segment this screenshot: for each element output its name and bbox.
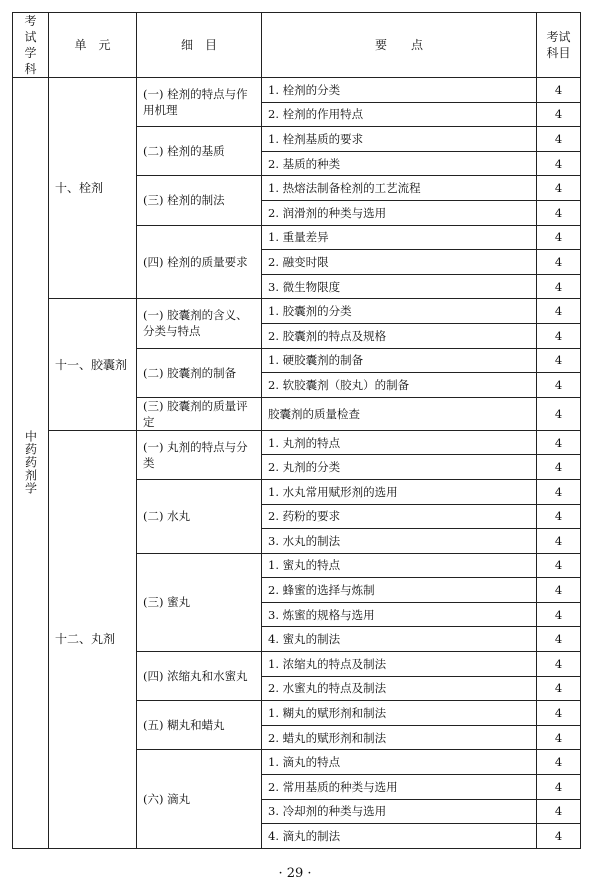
point-cell: 3. 微生物限度 [262,274,537,299]
level-cell: 4 [537,652,581,677]
point-cell: 4. 蜜丸的制法 [262,627,537,652]
level-cell: 4 [537,479,581,504]
table-row [13,78,581,103]
point-cell: 2. 药粉的要求 [262,504,537,529]
point-cell: 3. 炼蜜的规格与选用 [262,602,537,627]
header-level: 考试科目 [537,13,581,78]
header-subject: 考试学科 [13,13,49,78]
item-cell: (一) 栓剂的特点与作用机理 [137,78,262,127]
point-cell: 1. 丸剂的特点 [262,430,537,455]
point-cell: 2. 常用基质的种类与选用 [262,775,537,800]
level-cell: 4 [537,824,581,849]
point-cell: 1. 重量差异 [262,225,537,250]
table-row [13,299,581,324]
point-cell: 4. 滴丸的制法 [262,824,537,849]
item-cell: (一) 丸剂的特点与分类 [137,430,262,479]
level-cell: 4 [537,602,581,627]
table-header-row [13,13,581,78]
item-cell: (五) 糊丸和蜡丸 [137,701,262,750]
point-cell: 2. 润滑剂的种类与选用 [262,200,537,225]
level-cell: 4 [537,627,581,652]
level-cell: 4 [537,250,581,275]
level-cell: 4 [537,200,581,225]
level-cell: 4 [537,225,581,250]
point-cell: 2. 软胶囊剂（胶丸）的制备 [262,373,537,398]
point-cell: 1. 水丸常用赋形剂的选用 [262,479,537,504]
level-cell: 4 [537,176,581,201]
header-item: 细 目 [137,13,262,78]
point-cell: 2. 水蜜丸的特点及制法 [262,676,537,701]
level-cell: 4 [537,397,581,430]
item-cell: (二) 胶囊剂的制备 [137,348,262,397]
unit-cell: 十一、胶囊剂 [49,299,137,430]
point-cell: 2. 栓剂的作用特点 [262,102,537,127]
point-cell: 2. 融变时限 [262,250,537,275]
level-cell: 4 [537,799,581,824]
point-cell: 2. 胶囊剂的特点及规格 [262,323,537,348]
point-cell: 1. 栓剂的分类 [262,78,537,103]
point-cell: 1. 糊丸的赋形剂和制法 [262,701,537,726]
point-cell: 1. 热熔法制备栓剂的工艺流程 [262,176,537,201]
table-row [13,430,581,455]
page-number: · 29 · [278,866,312,881]
level-cell: 4 [537,553,581,578]
level-cell: 4 [537,151,581,176]
level-cell: 4 [537,274,581,299]
point-cell: 2. 蜂蜜的选择与炼制 [262,578,537,603]
level-cell: 4 [537,455,581,480]
point-cell: 1. 硬胶囊剂的制备 [262,348,537,373]
unit-cell: 十二、丸剂 [49,430,137,848]
item-cell: (三) 胶囊剂的质量评定 [137,397,262,430]
point-cell: 2. 基质的种类 [262,151,537,176]
point-cell: 2. 蜡丸的赋形剂和制法 [262,725,537,750]
subject-cell: 中药药剂学 [13,78,49,849]
table-body [13,78,581,849]
level-cell: 4 [537,323,581,348]
point-cell: 3. 水丸的制法 [262,529,537,554]
item-cell: (四) 浓缩丸和水蜜丸 [137,652,262,701]
level-cell: 4 [537,750,581,775]
point-cell: 1. 栓剂基质的要求 [262,127,537,152]
level-cell: 4 [537,373,581,398]
level-cell: 4 [537,725,581,750]
point-cell: 1. 胶囊剂的分类 [262,299,537,324]
item-cell: (三) 栓剂的制法 [137,176,262,225]
item-cell: (三) 蜜丸 [137,553,262,651]
point-cell: 胶囊剂的质量检查 [262,397,537,430]
level-cell: 4 [537,299,581,324]
level-cell: 4 [537,430,581,455]
level-cell: 4 [537,348,581,373]
item-cell: (二) 栓剂的基质 [137,127,262,176]
item-cell: (四) 栓剂的质量要求 [137,225,262,299]
point-cell: 3. 冷却剂的种类与选用 [262,799,537,824]
level-cell: 4 [537,676,581,701]
level-cell: 4 [537,102,581,127]
level-cell: 4 [537,775,581,800]
level-cell: 4 [537,78,581,103]
unit-cell: 十、栓剂 [49,78,137,299]
point-cell: 1. 浓缩丸的特点及制法 [262,652,537,677]
level-cell: 4 [537,127,581,152]
item-cell: (六) 滴丸 [137,750,262,848]
level-cell: 4 [537,529,581,554]
point-cell: 2. 丸剂的分类 [262,455,537,480]
item-cell: (一) 胶囊剂的含义、分类与特点 [137,299,262,348]
header-unit: 单 元 [49,13,137,78]
level-cell: 4 [537,504,581,529]
syllabus-table [12,12,581,849]
item-cell: (二) 水丸 [137,479,262,553]
point-cell: 1. 滴丸的特点 [262,750,537,775]
level-cell: 4 [537,701,581,726]
point-cell: 1. 蜜丸的特点 [262,553,537,578]
level-cell: 4 [537,578,581,603]
header-point: 要 点 [262,13,537,78]
